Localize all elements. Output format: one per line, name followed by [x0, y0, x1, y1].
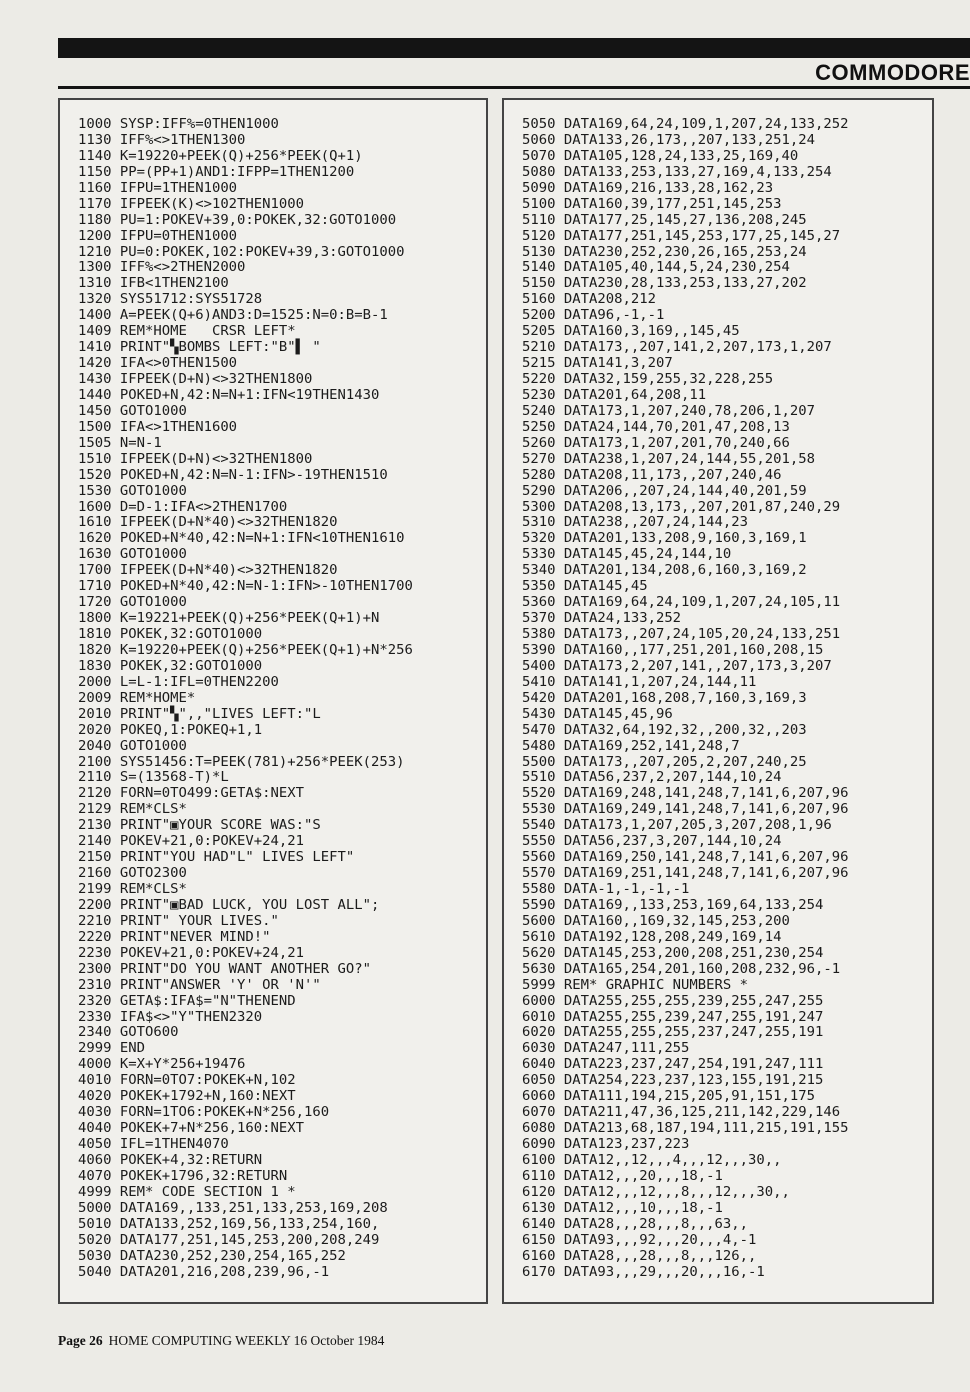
code-line: 1310 IFB<1THEN2100 — [78, 275, 229, 292]
code-line: 4020 POKEK+1792+N,160:NEXT — [78, 1088, 296, 1105]
publication-line: HOME COMPUTING WEEKLY 16 October 1984 — [108, 1333, 385, 1348]
page-number: Page 26 — [58, 1333, 103, 1348]
code-line: 5260 DATA173,1,207,201,70,240,66 — [522, 434, 790, 451]
page-footer — [58, 1333, 384, 1349]
code-line: 5010 DATA133,252,169,56,133,254,160, — [78, 1215, 380, 1232]
code-line: 1160 IFPU=1THEN1000 — [78, 179, 238, 196]
code-line: 5240 DATA173,1,207,240,78,206,1,207 — [522, 402, 816, 419]
code-listing-left — [78, 117, 413, 1280]
code-line: 1440 POKED+N,42:N=N+1:IFN<19THEN1430 — [78, 386, 380, 403]
code-line: 5140 DATA105,40,144,5,24,230,254 — [522, 259, 790, 276]
code-line: 5000 DATA169,,133,251,133,253,169,208 — [78, 1199, 388, 1216]
code-line: 6080 DATA213,68,187,194,111,215,191,155 — [522, 1120, 849, 1137]
code-line: 1610 IFPEEK(D+N*40)<>32THEN1820 — [78, 514, 338, 531]
code-line: 5200 DATA96,-1,-1 — [522, 307, 665, 324]
code-line: 4070 POKEK+1796,32:RETURN — [78, 1167, 288, 1184]
code-line: 6150 DATA93,,,92,,,20,,,4,-1 — [522, 1231, 757, 1248]
code-line: 5320 DATA201,133,208,9,160,3,169,1 — [522, 530, 807, 547]
code-line: 5510 DATA56,237,2,207,144,10,24 — [522, 769, 782, 786]
code-line: 5290 DATA206,,207,24,144,40,201,59 — [522, 482, 807, 499]
code-line: 5380 DATA173,,207,24,105,20,24,133,251 — [522, 626, 841, 642]
code-line: 1830 POKEK,32:GOTO1000 — [78, 657, 263, 674]
code-line: 1710 POKED+N*40,42:N=N-1:IFN>-10THEN1700 — [78, 578, 413, 595]
code-line: 5370 DATA24,133,252 — [522, 610, 682, 627]
code-line: 1210 PU=0:POKEK,102:POKEV+39,3:GOTO1000 — [78, 243, 405, 260]
code-line: 1810 POKEK,32:GOTO1000 — [78, 626, 263, 642]
code-line: 6050 DATA254,223,237,123,155,191,215 — [522, 1072, 824, 1089]
code-line: 6160 DATA28,,,28,,,8,,,126,, — [522, 1247, 757, 1264]
code-line: 5210 DATA173,,207,141,2,207,173,1,207 — [522, 339, 832, 356]
code-line: 1600 D=D-1:IFA<>2THEN1700 — [78, 498, 288, 515]
code-line: 6030 DATA247,111,255 — [522, 1040, 690, 1057]
code-line: 5999 REM* GRAPHIC NUMBERS * — [522, 976, 749, 993]
code-line: 4000 K=X+Y*256+19476 — [78, 1056, 246, 1073]
code-line: 1510 IFPEEK(D+N)<>32THEN1800 — [78, 450, 313, 467]
code-line: 4999 REM* CODE SECTION 1 * — [78, 1183, 296, 1200]
code-line: 5220 DATA32,159,255,32,228,255 — [522, 371, 774, 387]
code-line: 1400 A=PEEK(Q+6)AND3:D=1525:N=0:B=B-1 — [78, 307, 388, 324]
code-line: 5420 DATA201,168,208,7,160,3,169,3 — [522, 689, 807, 706]
code-listing-right — [522, 117, 848, 1280]
code-line: 1505 N=N-1 — [78, 434, 162, 451]
code-line: 5250 DATA24,144,70,201,47,208,13 — [522, 418, 790, 435]
code-line: 6070 DATA211,47,36,125,211,142,229,146 — [522, 1104, 841, 1121]
code-line: 5310 DATA238,,207,24,144,23 — [522, 514, 749, 531]
code-line: 6100 DATA12,,12,,,4,,,12,,,30,, — [522, 1151, 782, 1168]
code-line: 2210 PRINT" YOUR LIVES." — [78, 912, 279, 929]
code-line: 2129 REM*CLS* — [78, 801, 187, 818]
code-line: 1720 GOTO1000 — [78, 594, 187, 611]
code-line: 1410 PRINT"▚BOMBS LEFT:"B"▌ " — [78, 339, 321, 356]
code-line: 5620 DATA145,253,200,208,251,230,254 — [522, 944, 824, 961]
code-line: 5080 DATA133,253,133,27,169,4,133,254 — [522, 163, 832, 180]
code-line: 1820 K=19220+PEEK(Q)+256*PEEK(Q+1)+N*256 — [78, 641, 413, 658]
code-line: 1180 PU=1:POKEV+39,0:POKEK,32:GOTO1000 — [78, 211, 397, 228]
code-line: 1800 K=19221+PEEK(Q)+256*PEEK(Q+1)+N — [78, 610, 380, 627]
code-line: 1300 IFF%<>2THEN2000 — [78, 259, 246, 276]
code-line: 5230 DATA201,64,208,11 — [522, 386, 707, 403]
code-line: 4050 IFL=1THEN4070 — [78, 1136, 229, 1152]
code-line: 2150 PRINT"YOU HAD"L" LIVES LEFT" — [78, 849, 355, 866]
code-line: 6060 DATA111,194,215,205,91,151,175 — [522, 1088, 816, 1105]
code-line: 4040 POKEK+7+N*256,160:NEXT — [78, 1120, 305, 1137]
code-line: 2009 REM*HOME* — [78, 689, 196, 706]
code-line: 1630 GOTO1000 — [78, 546, 187, 563]
code-line: 5570 DATA169,251,141,248,7,141,6,207,96 — [522, 865, 849, 882]
code-line: 1130 IFF%<>1THEN1300 — [78, 131, 246, 148]
code-line: 2320 GETA$:IFA$="N"THENEND — [78, 992, 296, 1009]
section-title: COMMODORE — [815, 60, 970, 85]
code-line: 2230 POKEV+21,0:POKEV+24,21 — [78, 944, 305, 961]
code-line: 5120 DATA177,251,145,253,177,25,145,27 — [522, 227, 841, 244]
code-line: 1450 GOTO1000 — [78, 402, 187, 419]
code-line: 1430 IFPEEK(D+N)<>32THEN1800 — [78, 371, 313, 387]
code-line: 2310 PRINT"ANSWER 'Y' OR 'N'" — [78, 976, 321, 993]
code-line: 1140 K=19220+PEEK(Q)+256*PEEK(Q+1) — [78, 147, 363, 164]
code-line: 5550 DATA56,237,3,207,144,10,24 — [522, 833, 782, 850]
code-line: 5215 DATA141,3,207 — [522, 355, 673, 372]
code-line: 2020 POKEQ,1:POKEQ+1,1 — [78, 721, 263, 738]
code-line: 6120 DATA12,,,12,,,8,,,12,,,30,, — [522, 1183, 790, 1200]
code-line: 2130 PRINT"▣YOUR SCORE WAS:"S — [78, 817, 321, 834]
code-line: 5540 DATA173,1,207,205,3,207,208,1,96 — [522, 817, 832, 834]
code-line: 5100 DATA160,39,177,251,145,253 — [522, 195, 782, 212]
code-line: 1150 PP=(PP+1)AND1:IFPP=1THEN1200 — [78, 163, 355, 180]
code-line: 2200 PRINT"▣BAD LUCK, YOU LOST ALL"; — [78, 896, 380, 913]
code-line: 5560 DATA169,250,141,248,7,141,6,207,96 — [522, 849, 849, 866]
code-line: 6140 DATA28,,,28,,,8,,,63,, — [522, 1215, 749, 1232]
code-line: 5580 DATA-1,-1,-1,-1 — [522, 881, 690, 897]
code-line: 5400 DATA173,2,207,141,,207,173,3,207 — [522, 657, 832, 674]
code-line: 5600 DATA160,,169,32,145,253,200 — [522, 912, 790, 929]
code-line: 1200 IFPU=0THEN1000 — [78, 227, 238, 244]
code-line: 5070 DATA105,128,24,133,25,169,40 — [522, 147, 799, 164]
code-line: 5390 DATA160,,177,251,201,160,208,15 — [522, 641, 824, 658]
code-line: 1409 REM*HOME CRSR LEFT* — [78, 323, 296, 340]
code-line: 2000 L=L-1:IFL=0THEN2200 — [78, 673, 279, 690]
code-line: 2040 GOTO1000 — [78, 737, 187, 754]
code-line: 2140 POKEV+21,0:POKEV+24,21 — [78, 833, 305, 850]
code-line: 2120 FORN=0TO499:GETA$:NEXT — [78, 785, 305, 802]
code-line: 1700 IFPEEK(D+N*40)<>32THEN1820 — [78, 562, 338, 579]
code-line: 5340 DATA201,134,208,6,160,3,169,2 — [522, 562, 807, 579]
code-line: 1520 POKED+N,42:N=N-1:IFN>-19THEN1510 — [78, 466, 388, 483]
code-line: 1170 IFPEEK(K)<>102THEN1000 — [78, 195, 305, 212]
code-line: 1500 IFA<>1THEN1600 — [78, 418, 238, 435]
code-line: 5410 DATA141,1,207,24,144,11 — [522, 673, 757, 690]
code-line: 2340 GOTO600 — [78, 1024, 179, 1041]
code-line: 6000 DATA255,255,255,239,255,247,255 — [522, 992, 824, 1009]
code-line: 5350 DATA145,45 — [522, 578, 648, 595]
code-line: 6090 DATA123,237,223 — [522, 1136, 690, 1152]
code-line: 2199 REM*CLS* — [78, 881, 187, 897]
code-line: 5480 DATA169,252,141,248,7 — [522, 737, 740, 754]
code-line: 1000 SYSP:IFF%=0THEN1000 — [78, 116, 279, 132]
code-line: 5130 DATA230,252,230,26,165,253,24 — [522, 243, 807, 260]
code-line: 6020 DATA255,255,255,237,247,255,191 — [522, 1024, 824, 1041]
code-line: 1530 GOTO1000 — [78, 482, 187, 499]
code-line: 5110 DATA177,25,145,27,136,208,245 — [522, 211, 807, 228]
header-rule — [58, 86, 970, 89]
code-line: 5090 DATA169,216,133,28,162,23 — [522, 179, 774, 196]
code-line: 4060 POKEK+4,32:RETURN — [78, 1151, 263, 1168]
code-line: 5500 DATA173,,207,205,2,207,240,25 — [522, 753, 807, 770]
code-line: 5610 DATA192,128,208,249,169,14 — [522, 928, 782, 945]
code-line: 6170 DATA93,,,29,,,20,,,16,-1 — [522, 1263, 765, 1280]
code-line: 5150 DATA230,28,133,253,133,27,202 — [522, 275, 807, 292]
code-line: 5360 DATA169,64,24,109,1,207,24,105,11 — [522, 594, 841, 611]
code-line: 5430 DATA145,45,96 — [522, 705, 673, 722]
code-line: 5030 DATA230,252,230,254,165,252 — [78, 1247, 346, 1264]
code-line: 2160 GOTO2300 — [78, 865, 187, 882]
code-line: 6040 DATA223,237,247,254,191,247,111 — [522, 1056, 824, 1073]
code-line: 6130 DATA12,,,10,,,18,-1 — [522, 1199, 723, 1216]
code-line: 5205 DATA160,3,169,,145,45 — [522, 323, 740, 340]
code-line: 5630 DATA165,254,201,160,208,232,96,-1 — [522, 960, 841, 977]
code-line: 2220 PRINT"NEVER MIND!" — [78, 928, 271, 945]
code-line: 5470 DATA32,64,192,32,,200,32,,203 — [522, 721, 807, 738]
code-line: 2300 PRINT"DO YOU WANT ANOTHER GO?" — [78, 960, 372, 977]
code-line: 1620 POKED+N*40,42:N=N+1:IFN<10THEN1610 — [78, 530, 405, 547]
code-line: 1320 SYS51712:SYS51728 — [78, 291, 263, 308]
code-line: 6110 DATA12,,,20,,,18,-1 — [522, 1167, 723, 1184]
header-bar — [58, 38, 970, 58]
code-line: 5060 DATA133,26,173,,207,133,251,24 — [522, 131, 816, 148]
listing-panel-left — [58, 98, 488, 1304]
code-line: 1420 IFA<>0THEN1500 — [78, 355, 238, 372]
code-line: 2010 PRINT"▚",,"LIVES LEFT:"L — [78, 705, 321, 722]
listing-panel-right — [502, 98, 934, 1304]
code-line: 5590 DATA169,,133,253,169,64,133,254 — [522, 896, 824, 913]
code-line: 4010 FORN=0TO7:POKEK+N,102 — [78, 1072, 296, 1089]
code-line: 5530 DATA169,249,141,248,7,141,6,207,96 — [522, 801, 849, 818]
code-line: 5020 DATA177,251,145,253,200,208,249 — [78, 1231, 380, 1248]
code-line: 5300 DATA208,13,173,,207,201,87,240,29 — [522, 498, 841, 515]
code-line: 5330 DATA145,45,24,144,10 — [522, 546, 732, 563]
code-line: 5280 DATA208,11,173,,207,240,46 — [522, 466, 782, 483]
code-line: 5520 DATA169,248,141,248,7,141,6,207,96 — [522, 785, 849, 802]
code-line: 5270 DATA238,1,207,24,144,55,201,58 — [522, 450, 816, 467]
code-line: 2100 SYS51456:T=PEEK(781)+256*PEEK(253) — [78, 753, 405, 770]
code-line: 5050 DATA169,64,24,109,1,207,24,133,252 — [522, 116, 849, 132]
code-line: 4030 FORN=1TO6:POKEK+N*256,160 — [78, 1104, 330, 1121]
code-line: 2330 IFA$<>"Y"THEN2320 — [78, 1008, 263, 1025]
code-line: 2999 END — [78, 1040, 145, 1057]
code-line: 6010 DATA255,255,239,247,255,191,247 — [522, 1008, 824, 1025]
code-line: 2110 S=(13568-T)*L — [78, 769, 229, 786]
code-line: 5160 DATA208,212 — [522, 291, 656, 308]
code-line: 5040 DATA201,216,208,239,96,-1 — [78, 1263, 330, 1280]
